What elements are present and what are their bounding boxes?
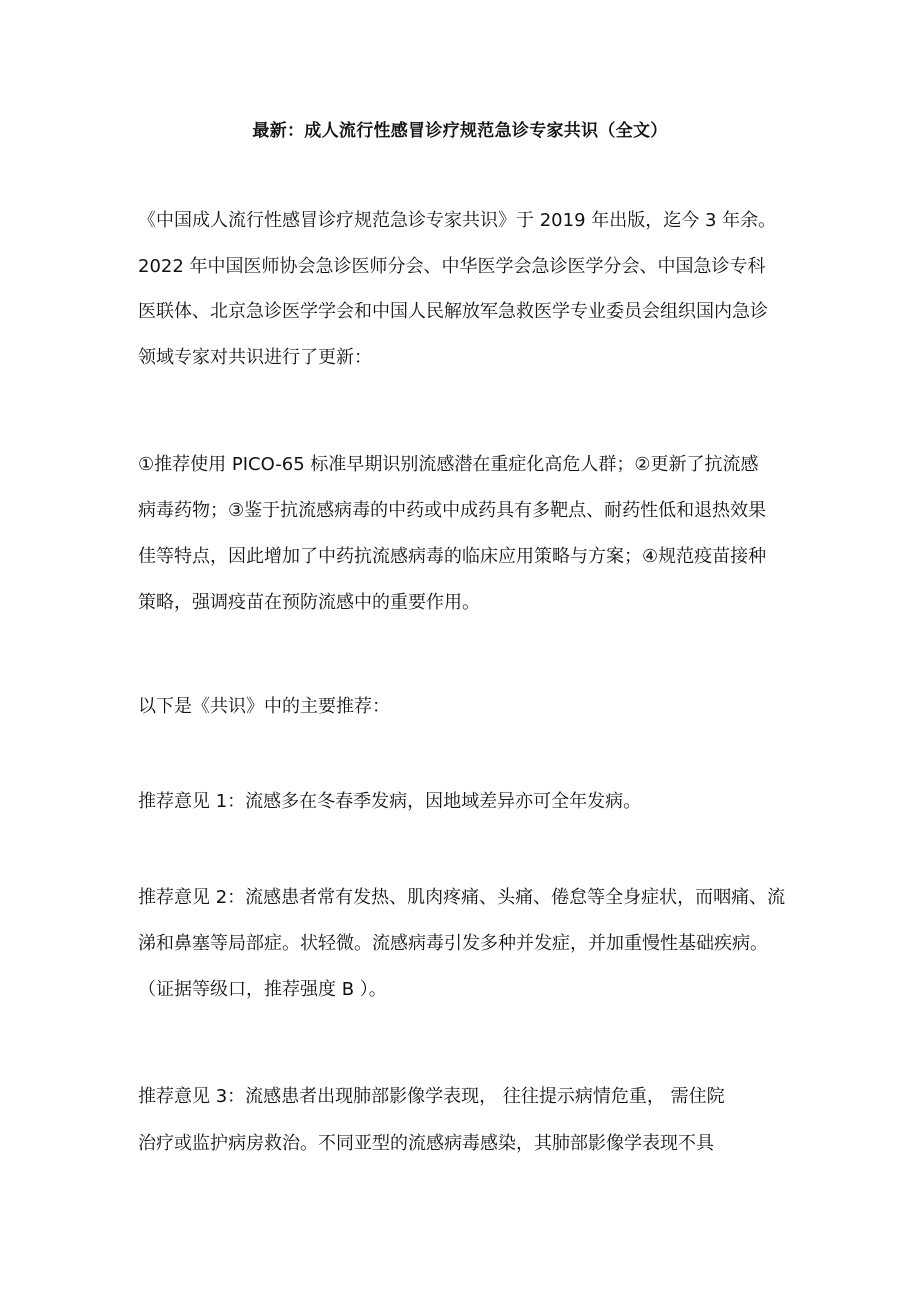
recommendation-3 (138, 1085, 798, 1156)
document-title: 最新：成人流行性感冒诊疗规范急诊专家共识（全文） (252, 121, 668, 141)
recommendation-line: 推荐意见 1：流感多在冬春季发病，因地域差异亦可全年发病。 (138, 791, 642, 812)
recommendation-1 (138, 790, 798, 814)
updates-line: 佳等特点，因此增加了中药抗流感病毒的临床应用策略与方案；④规范疫苗接种 (138, 546, 767, 567)
updates-line: 策略，强调疫苗在预防流感中的重要作用。 (138, 592, 480, 613)
recommendation-line: 治疗或监护病房救治。不同亚型的流感病毒感染，其肺部影像学表现不具 (138, 1133, 714, 1154)
intro-line: 2022 年中国医师协会急诊医师分会、中华医学会急诊医学分会、中国急诊专科 (138, 256, 766, 277)
recommendation-2 (138, 886, 798, 1002)
intro-paragraph (138, 209, 798, 370)
recommendation-line: （证据等级口，推荐强度 B ）。 (138, 979, 387, 1000)
updates-line: 病毒药物；③鉴于抗流感病毒的中药或中成药具有多靶点、耐药性低和退热效果 (138, 500, 767, 521)
recommendations-intro-line: 以下是《共识》中的主要推荐： (138, 696, 390, 717)
updates-paragraph (138, 453, 798, 615)
recommendation-line: 推荐意见 3：流感患者出现肺部影像学表现， 往往提示病情危重， 需住院 (138, 1086, 725, 1107)
recommendation-line: 推荐意见 2：流感患者常有发热、肌肉疼痛、头痛、倦怠等全身症状，而咽痛、流 (138, 887, 786, 908)
recommendation-line: 涕和鼻塞等局部症。状轻微。流感病毒引发多种并发症，并加重慢性基础疾病。 (138, 933, 768, 954)
intro-line: 领域专家对共识进行了更新： (138, 347, 372, 368)
intro-line: 《中国成人流行性感冒诊疗规范急诊专家共识》于 2019 年出版，迄今 3 年余。 (138, 210, 777, 231)
recommendations-intro (138, 695, 798, 719)
intro-line: 医联体、北京急诊医学学会和中国人民解放军急救医学专业委员会组织国内急诊 (138, 301, 768, 322)
updates-line: ①推荐使用 PICO-65 标准早期识别流感潜在重症化高危人群；②更新了抗流感 (138, 454, 759, 475)
